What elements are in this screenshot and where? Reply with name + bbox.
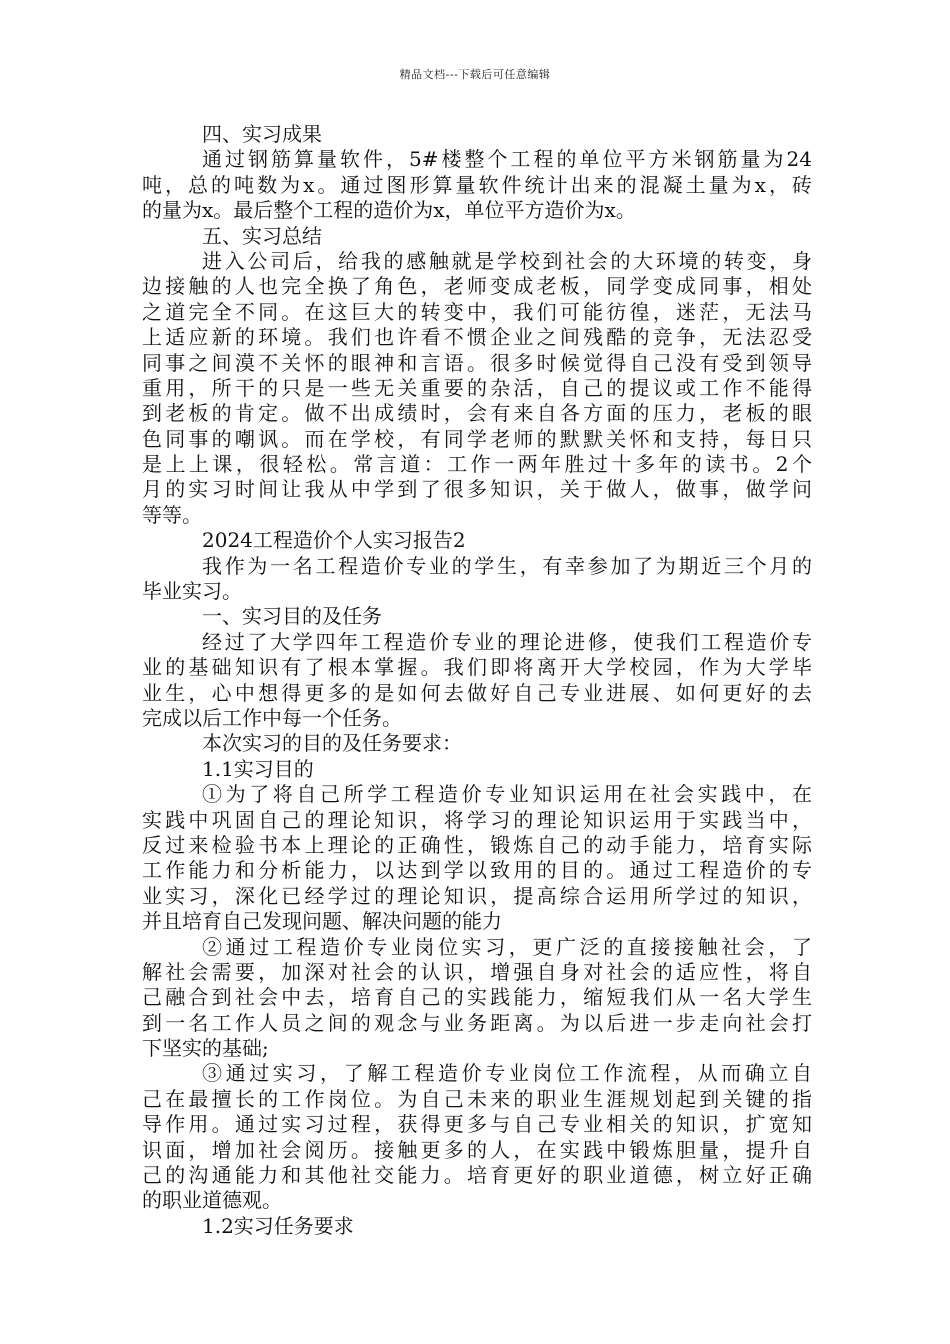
paragraph-line: 解社会需要，加深对社会的认识，增强自身对社会的适应性，将自	[142, 959, 812, 984]
paragraph-line: 完成以后工作中每一个任务。	[142, 705, 402, 730]
paragraph-line: 毕业实习。	[142, 579, 242, 604]
paragraph-line: 己融合到社会中去，培育自己的实践能力，缩短我们从一名大学生	[142, 985, 812, 1010]
paragraph-line: 到老板的肯定。做不出成绩时，会有来自各方面的压力，老板的眼	[142, 401, 812, 426]
paragraph-line: 下坚实的基础;	[142, 1036, 269, 1061]
paragraph-line: 业实习，深化已经学过的理论知识，提高综合运用所学过的知识，	[142, 883, 812, 908]
page-header: 精品文档---下载后可任意编辑	[399, 68, 551, 81]
paragraph-line: 吨，总的吨数为x。通过图形算量软件统计出来的混凝土量为x，砖	[142, 172, 812, 197]
subsection-heading: 1.1实习目的	[202, 756, 314, 781]
paragraph-line: 上适应新的环境。我们也许看不惯企业之间残酷的竞争，无法忍受	[142, 325, 812, 350]
paragraph-line: 己在最擅长的工作岗位。为自己未来的职业生涯规划起到关键的指	[142, 1086, 812, 1111]
paragraph-line: 之道完全不同。在这巨大的转变中，我们可能彷徨，迷茫，无法马	[142, 299, 812, 324]
paragraph-line: ③通过实习，了解工程造价专业岗位工作流程，从而确立自	[202, 1061, 812, 1086]
paragraph-line: 边接触的人也完全换了角色，老师变成老板，同学变成同事，相处	[142, 274, 812, 299]
paragraph-line: 实践中巩固自己的理论知识，将学习的理论知识运用于实践当中，	[142, 807, 812, 832]
paragraph-line: ②通过工程造价专业岗位实习，更广泛的直接接触社会，了	[202, 934, 812, 959]
paragraph-line: 本次实习的目的及任务要求：	[202, 731, 462, 756]
paragraph-line: ①为了将自己所学工程造价专业知识运用在社会实践中，在	[202, 782, 812, 807]
section-heading: 一、实习目的及任务	[202, 604, 382, 629]
document-body	[142, 122, 812, 1239]
paragraph-line: 业生，心中想得更多的是如何去做好自己专业进展、如何更好的去	[142, 680, 812, 705]
paragraph-line: 己的沟通能力和其他社交能力。培育更好的职业道德，树立好正确	[142, 1163, 812, 1188]
paragraph-line: 进入公司后，给我的感触就是学校到社会的大环境的转变，身	[202, 248, 812, 273]
paragraph-line: 识面，增加社会阅历。接触更多的人，在实践中锻炼胆量，提升自	[142, 1137, 812, 1162]
paragraph-line: 经过了大学四年工程造价专业的理论进修，使我们工程造价专	[202, 629, 812, 654]
paragraph-line: 重用，所干的只是一些无关重要的杂活，自己的提议或工作不能得	[142, 375, 812, 400]
paragraph-line: 的量为x。最后整个工程的造价为x，单位平方造价为x。	[142, 198, 636, 223]
paragraph-line: 导作用。通过实习过程，获得更多与自己专业相关的知识，扩宽知	[142, 1112, 812, 1137]
section-heading: 五、实习总结	[202, 223, 322, 248]
paragraph-line: 我作为一名工程造价专业的学生，有幸参加了为期近三个月的	[202, 553, 812, 578]
subsection-heading: 1.2实习任务要求	[202, 1213, 354, 1238]
paragraph-line: 等等。	[142, 502, 202, 527]
section-heading: 四、实习成果	[202, 122, 322, 146]
paragraph-line: 的职业道德观。	[142, 1188, 282, 1213]
paragraph-line: 到一名工作人员之间的观念与业务距离。为以后进一步走向社会打	[142, 1010, 812, 1035]
paragraph-line: 是上上课，很轻松。常言道：工作一两年胜过十多年的读书。2个	[142, 452, 812, 477]
paragraph-line: 并且培育自己发现问题、解决问题的能力	[142, 909, 502, 934]
paragraph-line: 通过钢筋算量软件，5#楼整个工程的单位平方米钢筋量为24	[202, 147, 812, 172]
paragraph-line: 工作能力和分析能力，以达到学以致用的目的。通过工程造价的专	[142, 858, 812, 883]
paragraph-line: 月的实习时间让我从中学到了很多知识，关于做人，做事，做学问	[142, 477, 812, 502]
paragraph-line: 业的基础知识有了根本掌握。我们即将离开大学校园，作为大学毕	[142, 655, 812, 680]
paragraph-line: 同事之间漠不关怀的眼神和言语。很多时候觉得自己没有受到领导	[142, 350, 812, 375]
paragraph-line: 反过来检验书本上理论的正确性，锻炼自己的动手能力，培育实际	[142, 832, 812, 857]
report-title: 2024工程造价个人实习报告2	[202, 528, 466, 553]
paragraph-line: 色同事的嘲讽。而在学校，有同学老师的默默关怀和支持，每日只	[142, 426, 812, 451]
